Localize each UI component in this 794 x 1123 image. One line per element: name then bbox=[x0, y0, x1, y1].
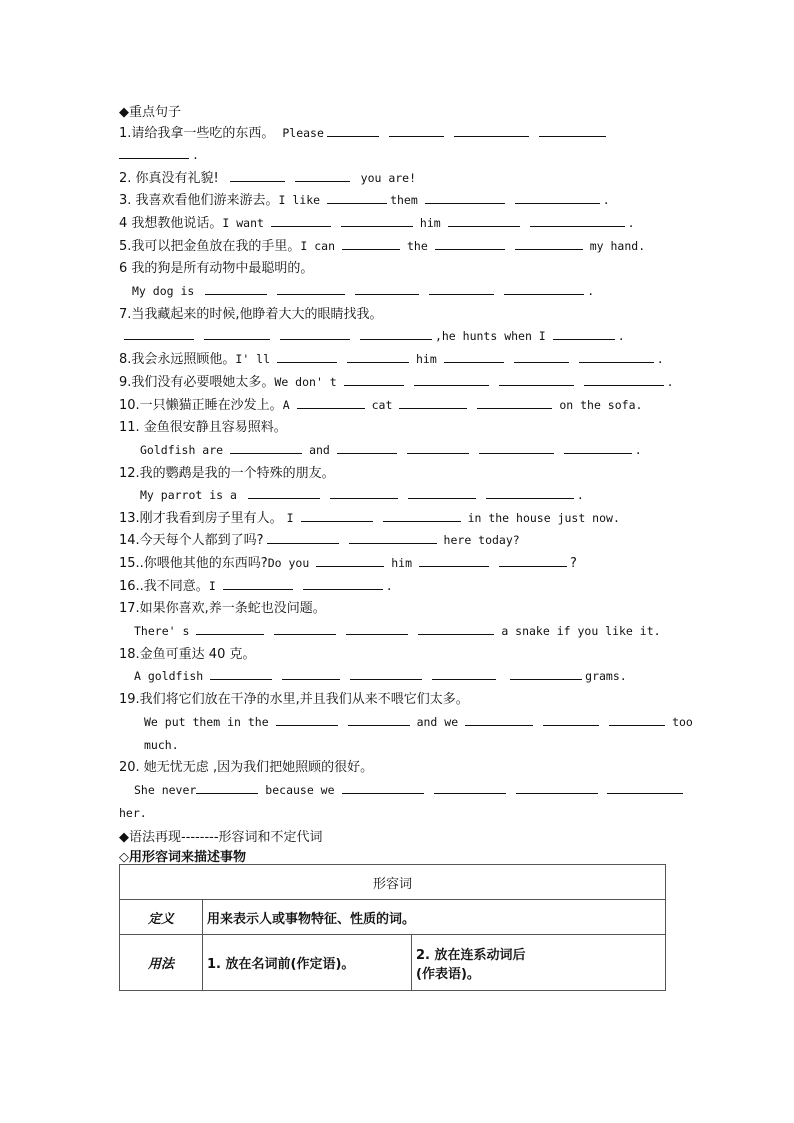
blank[interactable] bbox=[297, 397, 365, 409]
blank[interactable] bbox=[444, 351, 504, 363]
blank[interactable] bbox=[337, 442, 397, 454]
sentence-20-cont: her. bbox=[119, 806, 147, 820]
usage-label: 用法 bbox=[120, 935, 203, 991]
blank[interactable] bbox=[465, 714, 533, 726]
blank[interactable] bbox=[448, 215, 520, 227]
sentence-5: 5.我可以把金鱼放在我的手里。I can the my hand. bbox=[119, 239, 646, 254]
blank[interactable] bbox=[564, 442, 632, 454]
blank[interactable] bbox=[514, 351, 569, 363]
blank[interactable] bbox=[346, 623, 408, 635]
blank[interactable] bbox=[223, 578, 293, 590]
sentence-2: 2. 你真没有礼貌! you are! bbox=[119, 171, 417, 186]
blank[interactable] bbox=[350, 668, 422, 680]
sentence-17-en: There' s a snake if you like it. bbox=[134, 624, 661, 638]
blank[interactable] bbox=[553, 328, 615, 340]
blank[interactable] bbox=[210, 668, 272, 680]
sentence-19: 19.我们将它们放在干净的水里,并且我们从来不喂它们太多。 bbox=[119, 692, 469, 707]
blank[interactable] bbox=[399, 397, 467, 409]
sentence-1-cont: . bbox=[119, 146, 679, 164]
blank[interactable] bbox=[295, 170, 350, 182]
blank[interactable] bbox=[342, 238, 400, 250]
blank[interactable] bbox=[383, 510, 461, 522]
sentence-7-en: ,he hunts when I . bbox=[124, 327, 684, 345]
blank[interactable] bbox=[277, 351, 337, 363]
table-header: 形容词 bbox=[120, 865, 666, 900]
blank[interactable] bbox=[196, 623, 264, 635]
blank[interactable] bbox=[341, 215, 413, 227]
blank[interactable] bbox=[301, 510, 373, 522]
blank[interactable] bbox=[530, 215, 625, 227]
blank[interactable] bbox=[389, 125, 444, 137]
sentence-8: 8.我会永远照顾他。I' ll him . bbox=[119, 352, 664, 367]
blank[interactable] bbox=[204, 328, 270, 340]
sentence-7: 7.当我藏起来的时候,他睁着大大的眼睛找我。 bbox=[119, 307, 383, 322]
blank[interactable] bbox=[248, 487, 320, 499]
sentence-17: 17.如果你喜欢,养一条蛇也没问题。 bbox=[119, 601, 326, 616]
blank[interactable] bbox=[282, 668, 340, 680]
blank[interactable] bbox=[230, 170, 285, 182]
blank[interactable] bbox=[327, 125, 379, 137]
blank[interactable] bbox=[499, 374, 574, 386]
blank[interactable] bbox=[407, 442, 469, 454]
sentence-4: 4 我想教他说话。I want him . bbox=[119, 216, 635, 231]
usage-2: 2. 放在连系动词后 (作表语)。 bbox=[412, 935, 666, 991]
blank[interactable] bbox=[510, 668, 582, 680]
sentence-19-cont: much. bbox=[144, 738, 179, 752]
sentence-6-en: My dog is . bbox=[132, 284, 595, 298]
definition-label: 定义 bbox=[120, 900, 203, 935]
sentence-16: 16..我不同意。I . bbox=[119, 579, 393, 594]
sentence-18-en: A goldfish grams. bbox=[134, 669, 627, 683]
blank[interactable] bbox=[277, 283, 345, 295]
blank[interactable] bbox=[418, 623, 494, 635]
blank[interactable] bbox=[504, 283, 584, 295]
blank[interactable] bbox=[584, 374, 664, 386]
blank[interactable] bbox=[348, 714, 410, 726]
blank[interactable] bbox=[230, 442, 302, 454]
definition-text: 用来表示人或事物特征、性质的词。 bbox=[203, 900, 666, 935]
blank[interactable] bbox=[543, 714, 599, 726]
blank[interactable] bbox=[479, 442, 554, 454]
section-title: ◆重点句子 bbox=[119, 105, 181, 120]
blank[interactable] bbox=[579, 351, 654, 363]
grammar-title: ◆语法再现--------形容词和不定代词 bbox=[119, 830, 323, 845]
sentence-20: 20. 她无忧无虑 ,因为我们把她照顾的很好。 bbox=[119, 760, 374, 775]
blank[interactable] bbox=[271, 215, 331, 227]
blank[interactable] bbox=[276, 714, 338, 726]
sentence-20-en: She never because we bbox=[134, 781, 694, 799]
blank[interactable] bbox=[316, 555, 384, 567]
blank[interactable] bbox=[360, 328, 432, 340]
blank[interactable] bbox=[414, 374, 489, 386]
blank[interactable] bbox=[303, 578, 383, 590]
sentence-6: 6 我的狗是所有动物中最聪明的。 bbox=[119, 261, 314, 276]
sentence-11: 11. 金鱼很安静且容易照料。 bbox=[119, 420, 287, 435]
blank[interactable] bbox=[499, 555, 567, 567]
sentence-1: 1.请给我拿一些吃的东西。 Please bbox=[119, 124, 679, 143]
usage-1: 1. 放在名词前(作定语)。 bbox=[203, 935, 412, 991]
blank[interactable] bbox=[486, 487, 574, 499]
blank[interactable] bbox=[408, 487, 476, 499]
blank[interactable] bbox=[119, 147, 189, 159]
sentence-15: 15..你喂他其他的东西吗?Do you him ? bbox=[119, 556, 577, 571]
blank[interactable] bbox=[330, 487, 398, 499]
sentence-12: 12.我的鹦鹉是我的一个特殊的朋友。 bbox=[119, 466, 335, 481]
blank[interactable] bbox=[419, 555, 489, 567]
blank[interactable] bbox=[205, 283, 267, 295]
blank[interactable] bbox=[196, 782, 258, 794]
blank[interactable] bbox=[429, 283, 494, 295]
sentence-1-zh: 1.请给我拿一些吃的东西。 bbox=[119, 126, 275, 141]
blank[interactable] bbox=[342, 782, 424, 794]
sentence-9: 9.我们没有必要喂她太多。We don' t . bbox=[119, 375, 674, 390]
blank[interactable] bbox=[609, 714, 665, 726]
blank[interactable] bbox=[515, 238, 583, 250]
blank[interactable] bbox=[607, 782, 683, 794]
sub-title: ◇用形容词来描述事物 bbox=[119, 850, 246, 865]
blank[interactable] bbox=[124, 328, 194, 340]
blank[interactable] bbox=[435, 238, 505, 250]
sentence-19-en: We put them in the and we too bbox=[144, 715, 693, 729]
adjective-table bbox=[119, 864, 666, 991]
sentence-11-en: Goldfish are and . bbox=[140, 443, 642, 457]
sentence-12-en: My parrot is a . bbox=[140, 488, 584, 502]
blank[interactable] bbox=[267, 532, 339, 544]
sentence-3: 3. 我喜欢看他们游来游去。I like them . bbox=[119, 193, 610, 208]
blank[interactable] bbox=[425, 192, 505, 204]
blank[interactable] bbox=[327, 192, 387, 204]
blank[interactable] bbox=[349, 532, 437, 544]
blank[interactable] bbox=[274, 623, 336, 635]
blank[interactable] bbox=[434, 782, 506, 794]
blank[interactable] bbox=[432, 668, 496, 680]
blank[interactable] bbox=[344, 374, 404, 386]
blank[interactable] bbox=[477, 397, 552, 409]
blank[interactable] bbox=[280, 328, 350, 340]
sentence-18: 18.金鱼可重达 40 克。 bbox=[119, 647, 256, 662]
sentence-10: 10.一只懒猫正睡在沙发上。A cat on the sofa. bbox=[119, 398, 643, 413]
sentence-13: 13.刚才我看到房子里有人。 I in the house just now. bbox=[119, 511, 620, 526]
blank[interactable] bbox=[454, 125, 529, 137]
blank[interactable] bbox=[347, 351, 409, 363]
blank[interactable] bbox=[539, 125, 606, 137]
sentence-14: 14.今天每个人都到了吗? here today? bbox=[119, 533, 520, 548]
blank[interactable] bbox=[355, 283, 419, 295]
blank[interactable] bbox=[515, 192, 600, 204]
blank[interactable] bbox=[516, 782, 598, 794]
